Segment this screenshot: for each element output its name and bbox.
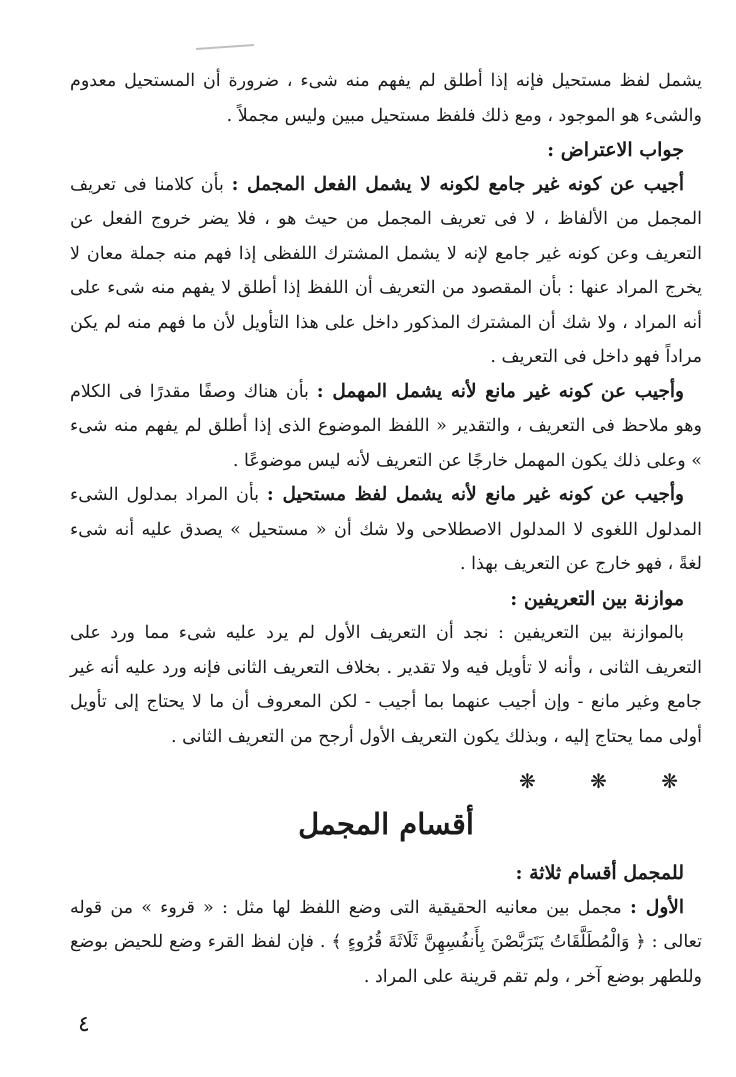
answer-3-lead: وأجيب عن كونه غير مانع لأنه يشمل لفظ مستحيل : (266, 484, 684, 505)
heading-objection-answer: جواب الاعتراض : (547, 139, 684, 161)
section-divider: ❋ ❋ ❋ (519, 769, 702, 793)
paragraph-comparison: بالموازنة بين التعريفين : نجد أن التعريف الأول لم يرد عليه شىء مما ورد على التعريف الثانى ، وأنه لا تأويل فيه ولا تقدير . بخلاف التعريف الثانى فإنه ورد عليه أنه غير جامع وغير مانع - وإن أجيب عنهما بما أجيب - لكن المعروف أن ما لا يحتاج إلى تأويل أولى مما يحتاج إليه ، وبذلك يكون التعريف الأول أرجح من التعريف الثانى . (70, 623, 702, 747)
paragraph-answer-2 (70, 375, 702, 479)
section-title: أقسام المجمل (298, 807, 474, 841)
paragraph-intro: يشمل لفظ مستحيل فإنه إذا أطلق لم يفهم منه شىء ، ضرورة أن المستحيل معدوم والشىء هو الموجود ، ومع ذلك فلفظ مستحيل مبين وليس مجملاً . (70, 71, 702, 126)
scan-mark (196, 44, 254, 50)
answer-2-text: بأن هناك وصفًا مقدرًا فى الكلام وهو ملاحظ فى التعريف ، والتقدير « اللفظ الموضوع الذى إذا أطلق لم يفهم منه شىء » وعلى ذلك يكون المهمل خارجًا عن التعريف لأنه ليس موضوعًا . (70, 381, 702, 471)
answer-2-lead: وأجيب عن كونه غير مانع لأنه يشمل المهمل : (316, 380, 684, 402)
heading-divisions: للمجمل أقسام ثلاثة : (515, 862, 684, 884)
heading-comparison: موازنة بين التعريفين : (510, 587, 684, 610)
first-division-text: مجمل بين معانيه الحقيقية التى وضع اللفظ لها مثل : « قروء » من قوله تعالى : ﴿ وَالْمُطَلَّقَاتُ يَتَرَبَّصْنَ بِأَنفُسِهِنَّ ثَلَاثَةَ قُرُوءٍ ﴾ . فإن لفظ القرء وضع للحيض بوضع وللطهر بوضع آخر ، ولم تقم قرينة على المراد . (70, 897, 702, 987)
page-body (70, 64, 702, 994)
answer-1-text: بأن كلامنا فى تعريف المجمل من الألفاظ ، لا فى تعريف المجمل من حيث هو ، فلا يضر خروج الفعل عن التعريف وعن كونه غير جامع لإنه لا يشمل المشترك اللفظى إذا فهم منه جملة معان لا يخرج المراد عنها : بأن المقصود من التعريف أن اللفظ إذا أطلق لا يفهم منه شىء على أنه المراد ، ولا شك أن المشترك المذكور داخل على هذا التأويل لأن ما فهم منه لم يكن مراداً فهو داخل فى التعريف . (70, 174, 702, 367)
answer-1-lead: أجيب عن كونه غير جامع لكونه لا يشمل الفعل المجمل : (231, 173, 684, 195)
paragraph-answer-3 (70, 478, 702, 582)
first-division-lead: الأول : (630, 896, 684, 918)
paragraph-first-division (70, 891, 702, 995)
page-number: ٤ (78, 1012, 90, 1037)
paragraph-answer-1 (70, 168, 702, 375)
answer-3-text: بأن المراد بمدلول الشىء المدلول اللغوى لا المدلول الاصطلاحى ولا شك أن « مستحيل » يصدق عليه أنه شىء لغةً ، فهو خارج عن التعريف بهذا . (70, 485, 702, 574)
